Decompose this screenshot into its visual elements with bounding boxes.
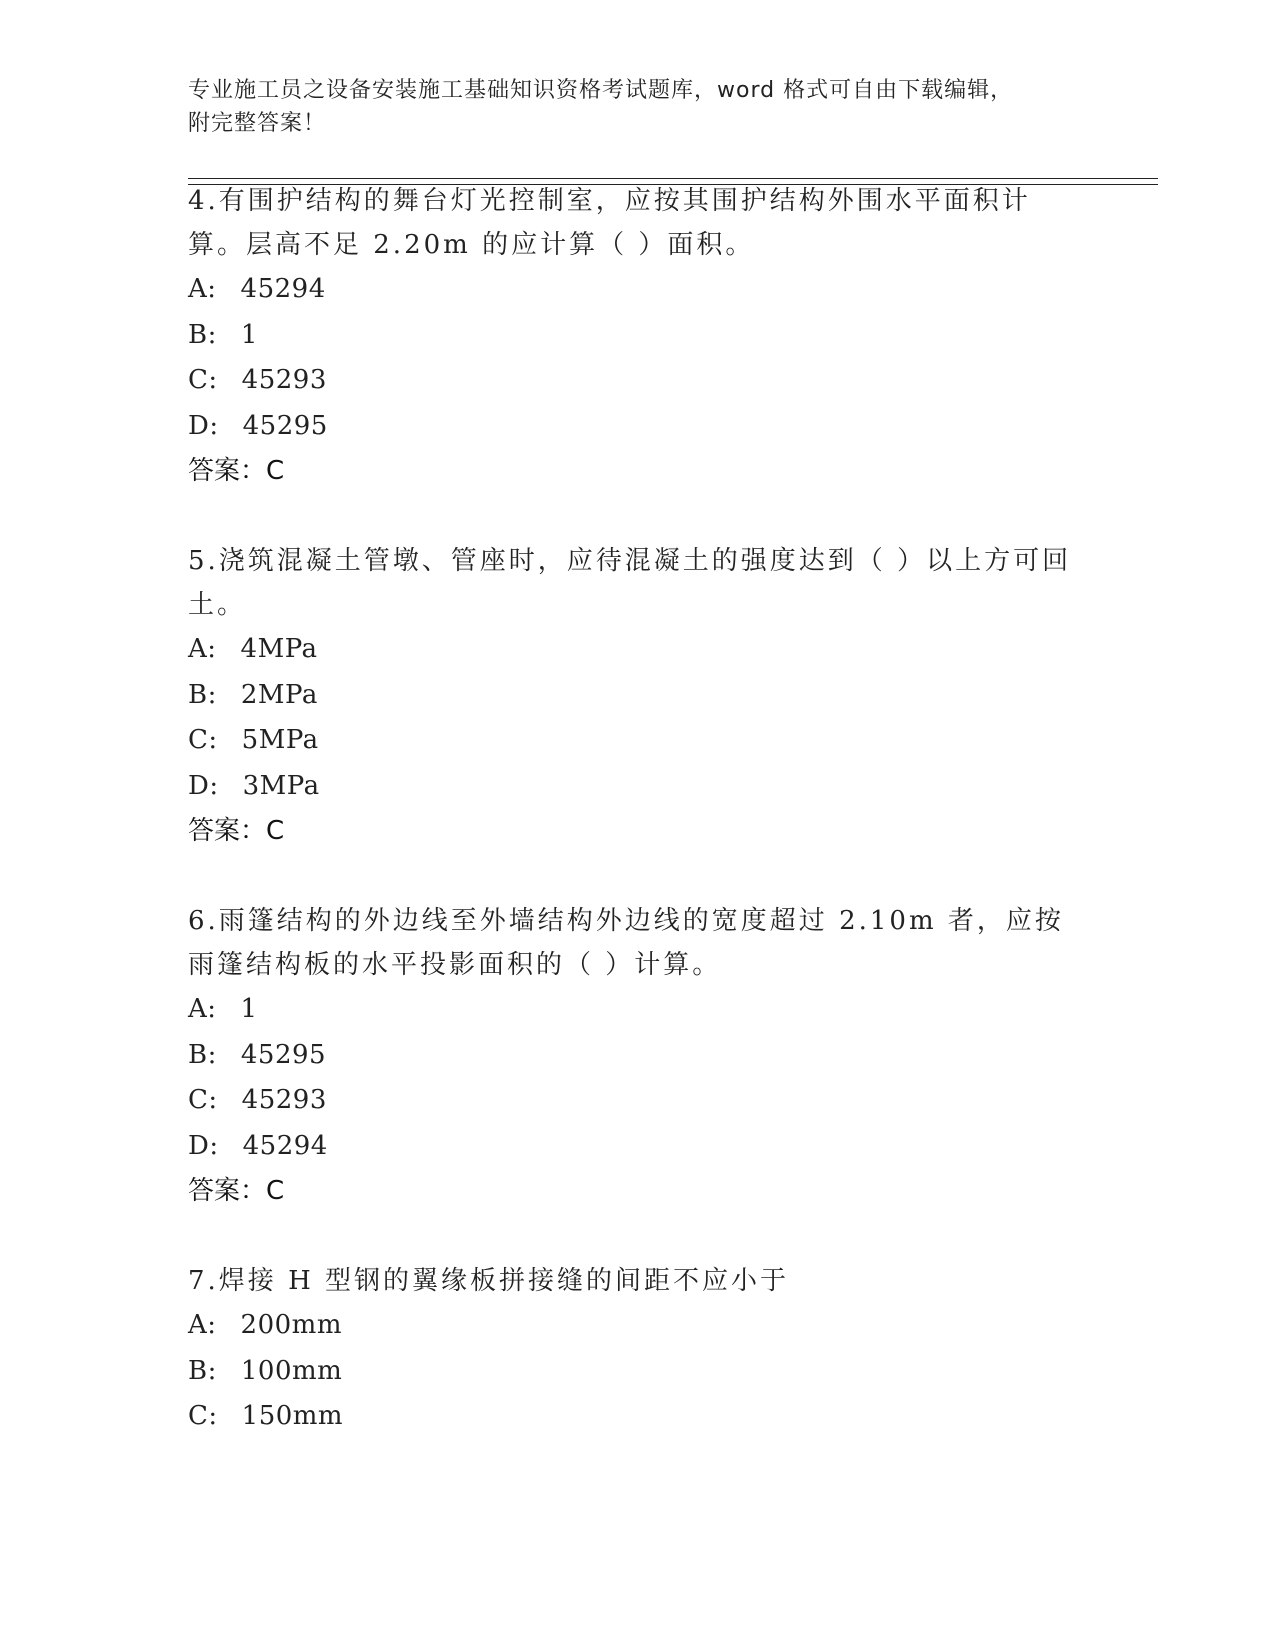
option-a [188, 627, 1088, 673]
option-value: 1 [240, 319, 258, 350]
option-d [188, 1124, 1088, 1170]
option-value: 2MPa [240, 679, 318, 710]
option-key: D: [188, 1130, 219, 1161]
option-c [188, 1078, 1088, 1124]
option-key: A: [188, 994, 217, 1024]
option-value: 150mm [241, 1401, 344, 1431]
question-stem: 6.雨篷结构的外边线至外墙结构外边线的宽度超过 2.10m 者，应按雨篷结构板的水平投影面积的（ ）计算。 [188, 906, 1064, 980]
option-value: 100mm [240, 1355, 343, 1386]
option-key: A: [188, 274, 217, 304]
option-key: B: [188, 319, 217, 350]
question-stem: 4.有围护结构的舞台灯光控制室，应按其围护结构外围水平面积计算。层高不足 2.20m 的应计算（ ）面积。 [188, 186, 1031, 260]
option-a [188, 1303, 1088, 1349]
option-a [188, 987, 1088, 1033]
option-c [188, 358, 1088, 404]
option-c [188, 1394, 1088, 1440]
option-b [188, 1349, 1088, 1395]
option-value: 45295 [240, 1039, 327, 1070]
question-5 [188, 539, 1088, 853]
option-value: 45294 [242, 1130, 328, 1161]
option-value: 5MPa [241, 725, 319, 755]
option-b [188, 313, 1088, 359]
option-key: C: [188, 1401, 218, 1431]
question-stem: 7.焊接 H 型钢的翼缘板拼接缝的间距不应小于 [188, 1266, 790, 1296]
option-c [188, 718, 1088, 764]
option-key: C: [188, 725, 218, 755]
option-d [188, 764, 1088, 810]
answer-line: 答案：C [188, 816, 285, 846]
option-key: B: [188, 1039, 217, 1070]
option-value: 45294 [240, 274, 326, 304]
option-value: 45293 [241, 1085, 327, 1115]
question-6 [188, 899, 1088, 1213]
option-value: 1 [240, 994, 258, 1024]
option-value: 4MPa [240, 634, 318, 664]
option-a [188, 267, 1088, 313]
option-key: C: [188, 1085, 218, 1115]
option-key: A: [188, 634, 217, 664]
option-d [188, 404, 1088, 450]
question-4 [188, 179, 1088, 493]
document-header [188, 74, 1058, 140]
option-key: A: [188, 1310, 217, 1340]
question-7 [188, 1259, 1088, 1440]
option-value: 45295 [242, 410, 328, 441]
option-key: D: [188, 770, 219, 801]
option-key: C: [188, 365, 218, 395]
option-b [188, 673, 1088, 719]
option-key: B: [188, 679, 217, 710]
header-line-2: 附完整答案！ [188, 111, 327, 136]
option-b [188, 1033, 1088, 1079]
answer-line: 答案：C [188, 1176, 285, 1206]
option-value: 45293 [241, 365, 327, 395]
option-key: D: [188, 410, 219, 441]
answer-line: 答案：C [188, 456, 285, 486]
option-value: 200mm [240, 1310, 342, 1340]
question-stem: 5.浇筑混凝土管墩、管座时，应待混凝土的强度达到（ ）以上方可回土。 [188, 546, 1072, 620]
option-value: 3MPa [242, 770, 320, 801]
option-key: B: [188, 1355, 217, 1386]
header-line-1: 专业施工员之设备安装施工基础知识资格考试题库，word 格式可自由下载编辑， [188, 78, 1014, 103]
